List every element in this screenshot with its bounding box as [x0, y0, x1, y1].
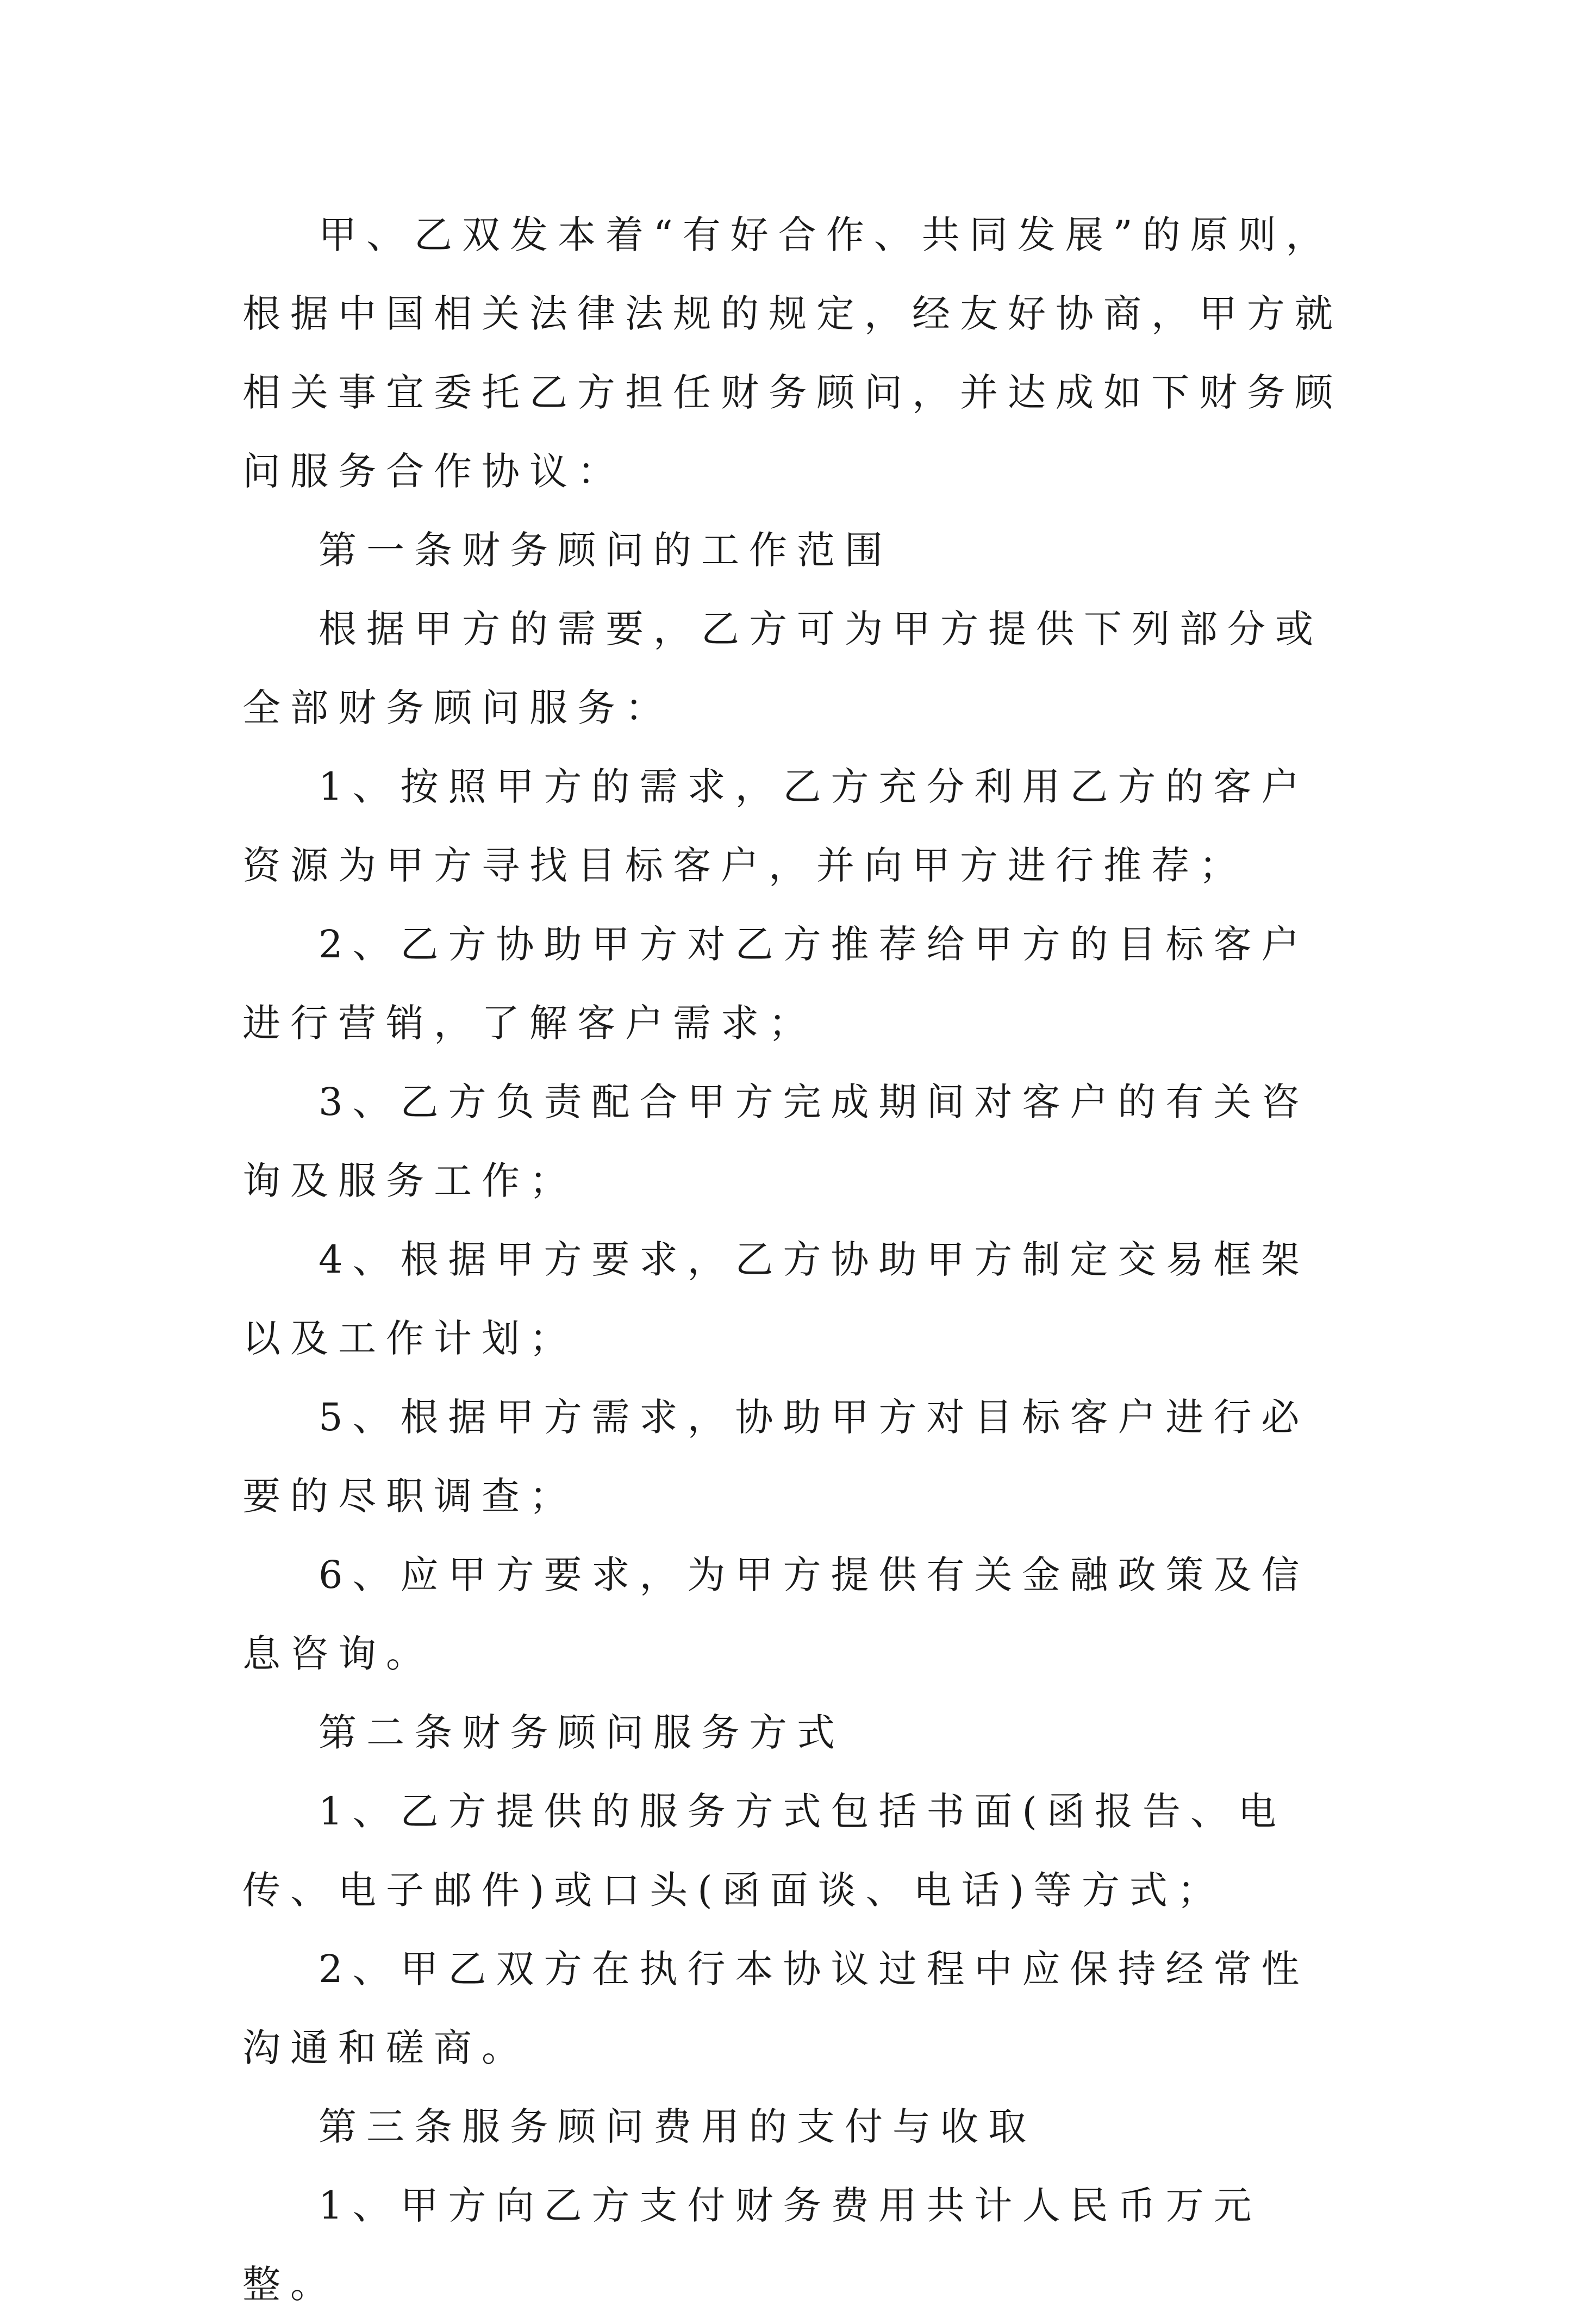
list-item-article-1-6: 6、应甲方要求，为甲方提供有关金融政策及信息咨询。 [242, 1553, 1309, 1676]
list-item-article-1-2: 2、乙方协助甲方对乙方推荐给甲方的目标客户进行营销，了解客户需求； [242, 922, 1309, 1045]
paragraph-preamble: 甲、乙双发本着“有好合作、共同发展”的原则，根据中国相关法律法规的规定，经友好协商，甲方就相关事宜委托乙方担任财务顾问，并达成如下财务顾问服务合作协议： [242, 213, 1343, 494]
list-item-article-1-4: 4、根据甲方要求，乙方协助甲方制定交易框架以及工作计划； [242, 1237, 1309, 1361]
list-item-article-1-1: 1、按照甲方的需求，乙方充分利用乙方的客户资源为甲方寻找目标客户，并向甲方进行推荐； [242, 764, 1309, 888]
heading-article-2: 第二条财务顾问服务方式 [319, 1710, 845, 1755]
paragraph-article-1-intro: 根据甲方的需要，乙方可为甲方提供下列部分或全部财务顾问服务： [242, 607, 1323, 730]
list-item-article-1-3: 3、乙方负责配合甲方完成期间对客户的有关咨询及服务工作； [242, 1080, 1309, 1203]
heading-article-1: 第一条财务顾问的工作范围 [319, 528, 892, 572]
document-body [242, 196, 1351, 2324]
list-item-article-3-1: 1、甲方向乙方支付财务费用共计人民币万元整。 [242, 2183, 1262, 2307]
list-item-article-1-5: 5、根据甲方需求，协助甲方对目标客户进行必要的尽职调查； [242, 1395, 1309, 1518]
list-item-article-2-2: 2、甲乙双方在执行本协议过程中应保持经常性沟通和磋商。 [242, 1947, 1309, 2070]
list-item-article-2-1: 1、乙方提供的服务方式包括书面(函报告、电传、电子邮件)或口头(函面谈、电话)等方式； [242, 1789, 1286, 1912]
heading-article-3: 第三条服务顾问费用的支付与收取 [319, 2104, 1036, 2149]
